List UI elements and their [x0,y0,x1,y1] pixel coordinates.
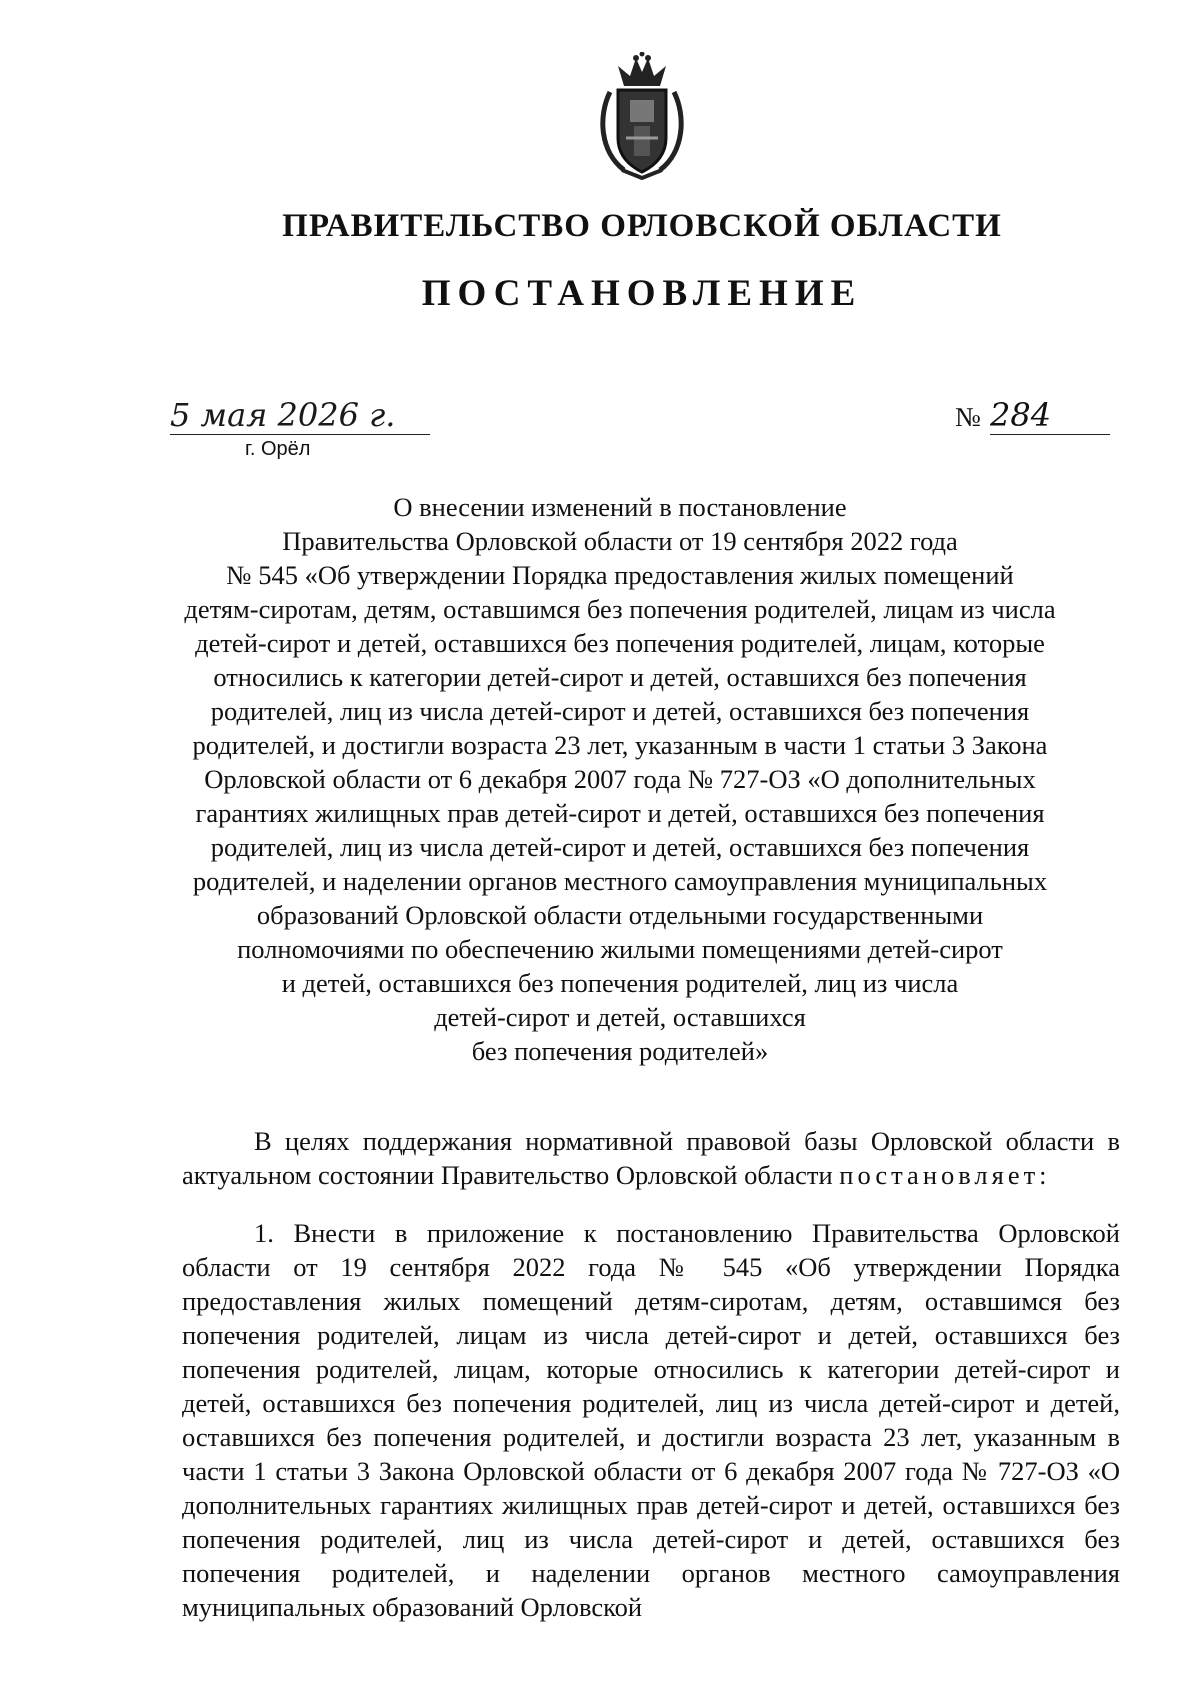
subject-line: родителей, лиц из числа детей-сирот и детей, оставшихся без попечения [210,696,1030,726]
intro-text: В целях поддержания нормативной правовой базы Орловской области в актуальном состоянии Правительство Орловской области [182,1126,1120,1190]
organization-title: ПРАВИТЕЛЬСТВО ОРЛОВСКОЙ ОБЛАСТИ [282,208,1002,244]
subject-line: Орловской области от 6 декабря 2007 года № 727-ОЗ «О дополнительных [204,764,1036,794]
subject-line: родителей, лиц из числа детей-сирот и детей, оставшихся без попечения [210,832,1030,862]
subject-line: относились к категории детей-сирот и детей, оставшихся без попечения [213,662,1027,692]
subject-line: детям-сиротам, детям, оставшимся без попечения родителей, лицам из числа [184,594,1056,624]
subject-line: без попечения родителей» [471,1036,769,1066]
subject-line: № 545 «Об утверждении Порядка предоставления жилых помещений [226,560,1014,590]
subject-line: родителей, и наделении органов местного самоуправления муниципальных [192,866,1048,896]
document-body [182,1124,1120,1624]
number-sign: № [955,402,981,432]
subject-line: родителей, и достигли возраста 23 лет, указанным в части 1 статьи 3 Закона [192,730,1048,760]
paragraph-1: 1. Внести в приложение к постановлению Правительства Орловской области от 19 сентября 2022 года № 545 «Об утверждении Порядка предоставления жилых помещений детям-сиротам, детям, оставшимся без попечения родителей, лицам из числа детей-сирот и детей, оставшихся без попечения родителей, лицам, которые относились к категории детей-сирот и детей, оставшихся без попечения родителей, лиц из числа детей-сирот и детей, оставшихся без попечения родителей, и достигли возраста 23 лет, указанным в части 1 статьи 3 Закона Орловской области от 6 декабря 2007 года № 727-ОЗ «О дополнительных гарантиях жилищных прав детей-сирот и детей, оставшихся без попечения родителей, лиц из числа детей-сирот и детей, оставшихся без попечения родителей, и наделении органов местного самоуправления муниципальных образований Орловской [182,1218,1120,1622]
coat-of-arms-icon [596,52,688,180]
subject-line: и детей, оставшихся без попечения родителей, лиц из числа [281,968,959,998]
intro-action: постановляет: [839,1160,1051,1190]
subject-line: Правительства Орловской области от 19 сентября 2022 года [282,526,958,556]
subject-line: полномочиями по обеспечению жилыми помещениями детей-сирот [237,934,1003,964]
document-number: 284 [990,396,1110,435]
subject-line: О внесении изменений в постановление [393,492,847,522]
document-date: 5 мая 2026 г. [170,396,430,435]
document-type-title: ПОСТАНОВЛЕНИЕ [421,273,863,314]
subject-line: детей-сирот и детей, оставшихся [434,1002,806,1032]
subject-line: гарантиях жилищных прав детей-сирот и детей, оставшихся без попечения [195,798,1045,828]
subject-line: образований Орловской области отдельными государственными [256,900,984,930]
intro-paragraph [182,1124,1120,1192]
document-subject [150,490,1090,1068]
subject-line: детей-сирот и детей, оставшихся без попечения родителей, лицам, которые [195,628,1045,658]
document-city: г. Орёл [245,438,311,460]
